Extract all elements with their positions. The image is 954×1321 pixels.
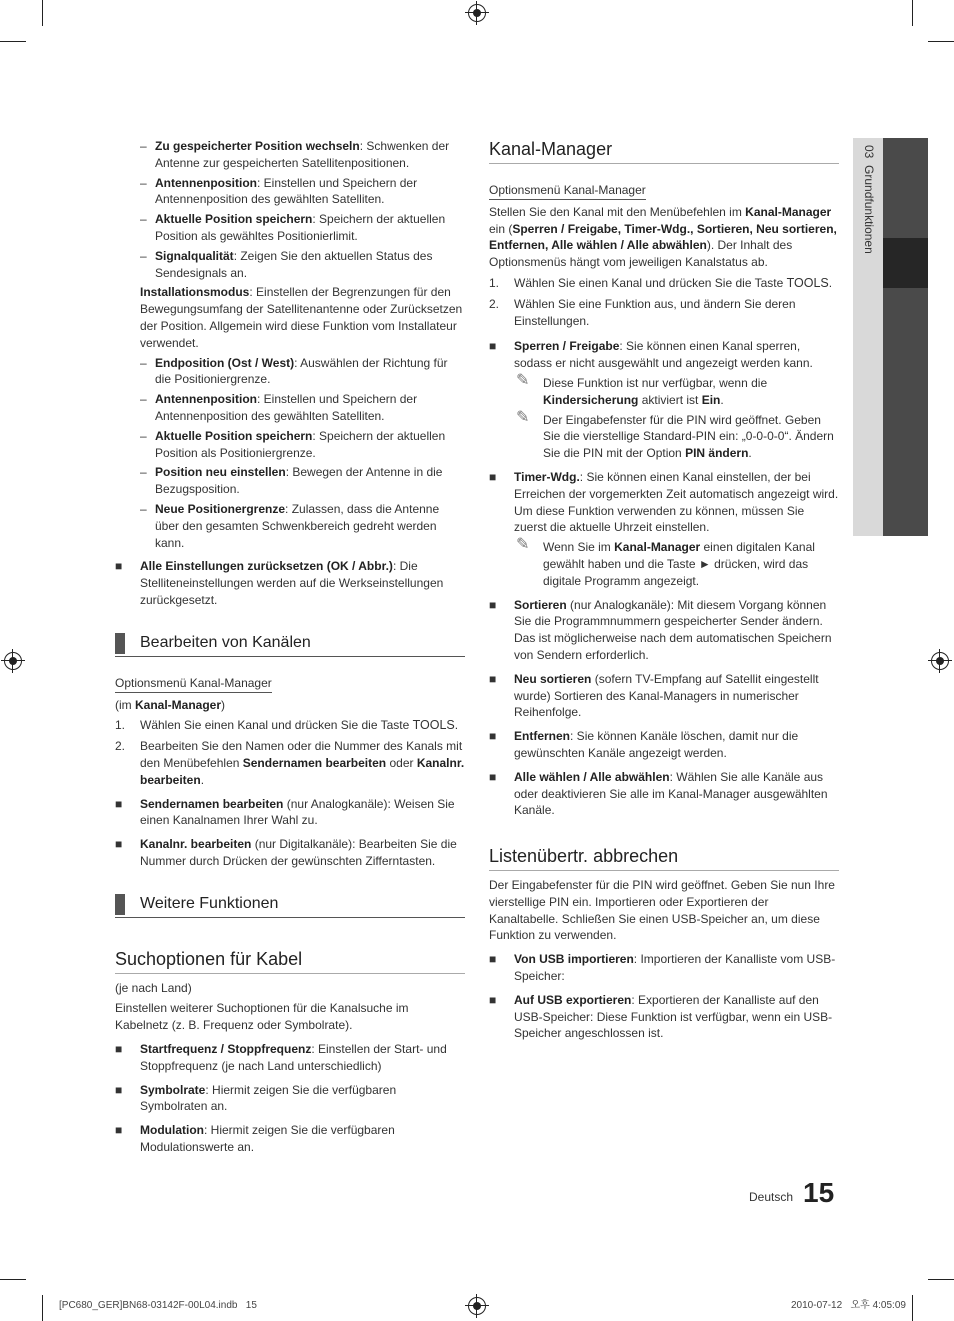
context-note: (im Kanal-Manager) xyxy=(115,697,226,712)
square-bullet-icon: ■ xyxy=(489,597,497,612)
options-menu-label: Optionsmenü Kanal-Manager xyxy=(115,675,272,693)
step-item: 1. Wählen Sie einen Kanal und drücken Sie die Taste TOOLS. xyxy=(115,718,459,733)
list-item: ■ Entfernen: Sie können Kanäle löschen, damit nur die gewünschten Kanäle angezeigt werden. xyxy=(489,729,799,760)
list-item: ■ Modulation: Hiermit zeigen Sie die verfügbaren Modulationswerte an. xyxy=(115,1123,395,1155)
section-heading-more-functions: Weitere Funktionen xyxy=(115,894,465,918)
list-item: ■ Alle Einstellungen zurücksetzen (OK / Abbr.): Die Stelliteneinstellungen werden auf die Werkseinstellungen zurückgesetzt. xyxy=(115,559,444,607)
section-heading-edit-channels: Bearbeiten von Kanälen xyxy=(115,633,465,657)
note-item: ✎ Wenn Sie im Kanal-Manager einen digitalen Kanal gewählt haben und die Taste ► drücken, wird das digitale Programm angezeigt. xyxy=(516,536,815,588)
print-timestamp: 2010-07-12 오후 4:05:09 xyxy=(791,1300,906,1311)
list-item: ■ Timer-Wdg.: Sie können einen Kanal einstellen, der bei Erreichen der vorgemerkten Zeit automatisch angezeigt wird. Um diese Funktion verwenden zu können, müssen Sie zuerst die aktuelle Uhrzeit einstellen. xyxy=(489,469,839,535)
chapter-number: 03 xyxy=(862,145,876,159)
section-heading-channel-manager: Kanal-Manager xyxy=(489,138,839,164)
list-item: – Neue Positionergrenze: Zulassen, dass die Antenne über den gesamten Schwenkbereich gedreht werden kann. xyxy=(115,501,465,551)
pencil-note-icon: ✎ xyxy=(516,408,530,426)
registration-mark-icon xyxy=(468,1297,486,1315)
cancel-intro: Der Eingabefenster für die PIN wird geöffnet. Geben Sie nun Ihre vierstellige PIN ein. Importieren oder Exportieren der Kanaltabelle. Schließen Sie einen USB-Speicher an, um diese Funktion zu verwenden. xyxy=(489,878,835,943)
chapter-tab-dark xyxy=(883,138,928,536)
list-item: ■ Sperren / Freigabe: Sie können einen Kanal sperren, sodass er nicht ausgewählt und angezeigt werden kann. xyxy=(489,339,813,371)
registration-mark-icon xyxy=(4,652,22,670)
list-item: ■ Sortieren (nur Analogkanäle): Mit diesem Vorgang können Sie die Programmnummern gespeicherter Sender ändern. Das ist möglicherweise nach dem automatischen Speichern von Sendern erforderlich. xyxy=(489,597,832,662)
square-bullet-icon: ■ xyxy=(489,729,497,744)
footer-language: Deutsch xyxy=(749,1190,794,1204)
note-item: ✎ Diese Funktion ist nur verfügbar, wenn die Kindersicherung aktiviert ist Ein. xyxy=(516,371,768,407)
list-item: – Aktuelle Position speichern: Speichern der aktuellen Position als Positioniergrenze. xyxy=(115,428,465,462)
chapter-tab-active xyxy=(883,238,928,288)
list-item: ■ Symbolrate: Hiermit zeigen Sie die verfügbaren Symbolraten an. xyxy=(115,1082,397,1114)
list-item: – Endposition (Ost / West): Auswählen der Richtung für die Positioniergrenze. xyxy=(115,355,465,389)
step-item: 2. Wählen Sie eine Funktion aus, und ändern Sie deren Einstellungen. xyxy=(489,296,796,328)
list-item: ■ Von USB importieren: Importieren der Kanalliste vom USB-Speicher: xyxy=(489,952,836,984)
square-bullet-icon: ■ xyxy=(115,837,123,852)
options-menu-label: Optionsmenü Kanal-Manager xyxy=(489,182,646,200)
square-bullet-icon: ■ xyxy=(489,671,497,686)
note-item: ✎ Der Eingabefenster für die PIN wird geöffnet. Geben Sie die vierstellige Standard-PIN ein: „0-0-0-0“. Ändern Sie die PIN mit der Option PIN ändern. xyxy=(516,408,834,461)
country-note: (je nach Land) xyxy=(115,980,192,995)
list-item: – Signalqualität: Zeigen Sie den aktuellen Status des Sendesignals an. xyxy=(115,248,465,282)
chapter-label xyxy=(855,145,881,345)
chapter-title: Grundfunktionen xyxy=(862,165,876,254)
section-heading-cable-search: Suchoptionen für Kabel xyxy=(115,948,465,974)
square-bullet-icon: ■ xyxy=(115,559,123,574)
registration-mark-icon xyxy=(468,4,486,22)
square-bullet-icon: ■ xyxy=(489,992,497,1007)
square-bullet-icon: ■ xyxy=(489,769,497,784)
square-bullet-icon: ■ xyxy=(489,469,497,484)
right-column xyxy=(489,138,839,1042)
section-heading-cancel-transfer: Listenübertr. abbrechen xyxy=(489,845,839,871)
square-bullet-icon: ■ xyxy=(115,1042,123,1057)
list-item: ■ Auf USB exportieren: Exportieren der Kanalliste auf den USB-Speicher: Diese Funktion ist verfügbar, wenn ein USB-Speicher angeschlossen ist. xyxy=(489,992,833,1041)
square-bullet-icon: ■ xyxy=(489,952,497,967)
square-bullet-icon: ■ xyxy=(115,1082,123,1097)
page-number: 15 xyxy=(803,1177,835,1208)
square-bullet-icon: ■ xyxy=(115,1123,123,1138)
list-item: – Antennenposition: Einstellen und Speichern der Antennenposition des gewählten Satelliten. xyxy=(115,175,465,209)
crop-mark xyxy=(0,41,26,42)
channel-manager-intro: Stellen Sie den Kanal mit den Menübefehlen im Kanal-Manager ein (Sperren / Freigabe, Timer-Wdg., Sortieren, Neu sortieren, Entfernen, Alle wählen / Alle abwählen). Der Inhalt des Optionsmenüs hängt vom jeweiligen Kanalstatus ab. xyxy=(489,204,837,270)
print-file-info: [PC680_GER]BN68-03142F-00L04.indb 15 xyxy=(59,1300,257,1311)
pencil-note-icon: ✎ xyxy=(516,536,530,554)
crop-mark xyxy=(42,1295,43,1321)
crop-mark xyxy=(928,1279,954,1280)
cable-intro: Einstellen weiterer Suchoptionen für die Kanalsuche im Kabelnetz (z. B. Frequenz oder Symbolrate). xyxy=(115,1001,409,1033)
pencil-note-icon: ✎ xyxy=(516,371,530,389)
step-item: 1. Wählen Sie einen Kanal und drücken Sie die Taste TOOLS. xyxy=(489,275,833,290)
list-item: ■ Startfrequenz / Stoppfrequenz: Einstellen der Start- und Stoppfrequenz (je nach Land unterschiedlich) xyxy=(115,1042,447,1073)
crop-mark xyxy=(0,1279,26,1280)
install-mode-paragraph: Installationsmodus: Einstellen der Begrenzungen für den Bewegungsumfang der Satellitenantenne oder Zurücksetzen der Position. Allgemein wird diese Funktion vom Installateur verwendet. xyxy=(140,285,463,350)
crop-mark xyxy=(928,41,954,42)
crop-mark xyxy=(42,0,43,26)
list-item: ■ Alle wählen / Alle abwählen: Wählen Sie alle Kanäle aus oder deaktivieren Sie alle im Kanal-Manager ausgewählten Kanäle. xyxy=(489,769,828,818)
list-item: – Aktuelle Position speichern: Speichern der aktuellen Position als gewähltes Positionierlimit. xyxy=(115,211,465,245)
square-bullet-icon: ■ xyxy=(489,339,497,354)
list-item: ■ Sendernamen bearbeiten (nur Analogkanäle): Weisen Sie einen Kanalnamen Ihrer Wahl zu. xyxy=(115,796,455,828)
list-item: ■ Neu sortieren (sofern TV-Empfang auf Satellit eingestellt wurde) Sortieren des Kanal-Managers in numerischer Reihenfolge. xyxy=(489,671,819,720)
left-column xyxy=(115,138,465,1156)
crop-mark xyxy=(912,0,913,26)
crop-mark xyxy=(912,1295,913,1321)
list-item: – Zu gespeicherter Position wechseln: Schwenken der Antenne zur gespeicherten Satellitenpositionen. xyxy=(115,138,465,172)
registration-mark-icon xyxy=(931,652,949,670)
square-bullet-icon: ■ xyxy=(115,796,123,811)
list-item: ■ Kanalnr. bearbeiten (nur Digitalkanäle): Bearbeiten Sie die Nummer durch Drücken der gewünschten Zifferntasten. xyxy=(115,837,457,868)
list-item: – Antennenposition: Einstellen und Speichern der Antennenposition des gewählten Satelliten. xyxy=(115,391,465,425)
list-item: – Position neu einstellen: Bewegen der Antenne in die Bezugsposition. xyxy=(115,464,465,498)
step-item: 2. Bearbeiten Sie den Namen oder die Nummer des Kanals mit den Menübefehlen Sendernamen bearbeiten oder Kanalnr. bearbeiten. xyxy=(115,739,465,787)
